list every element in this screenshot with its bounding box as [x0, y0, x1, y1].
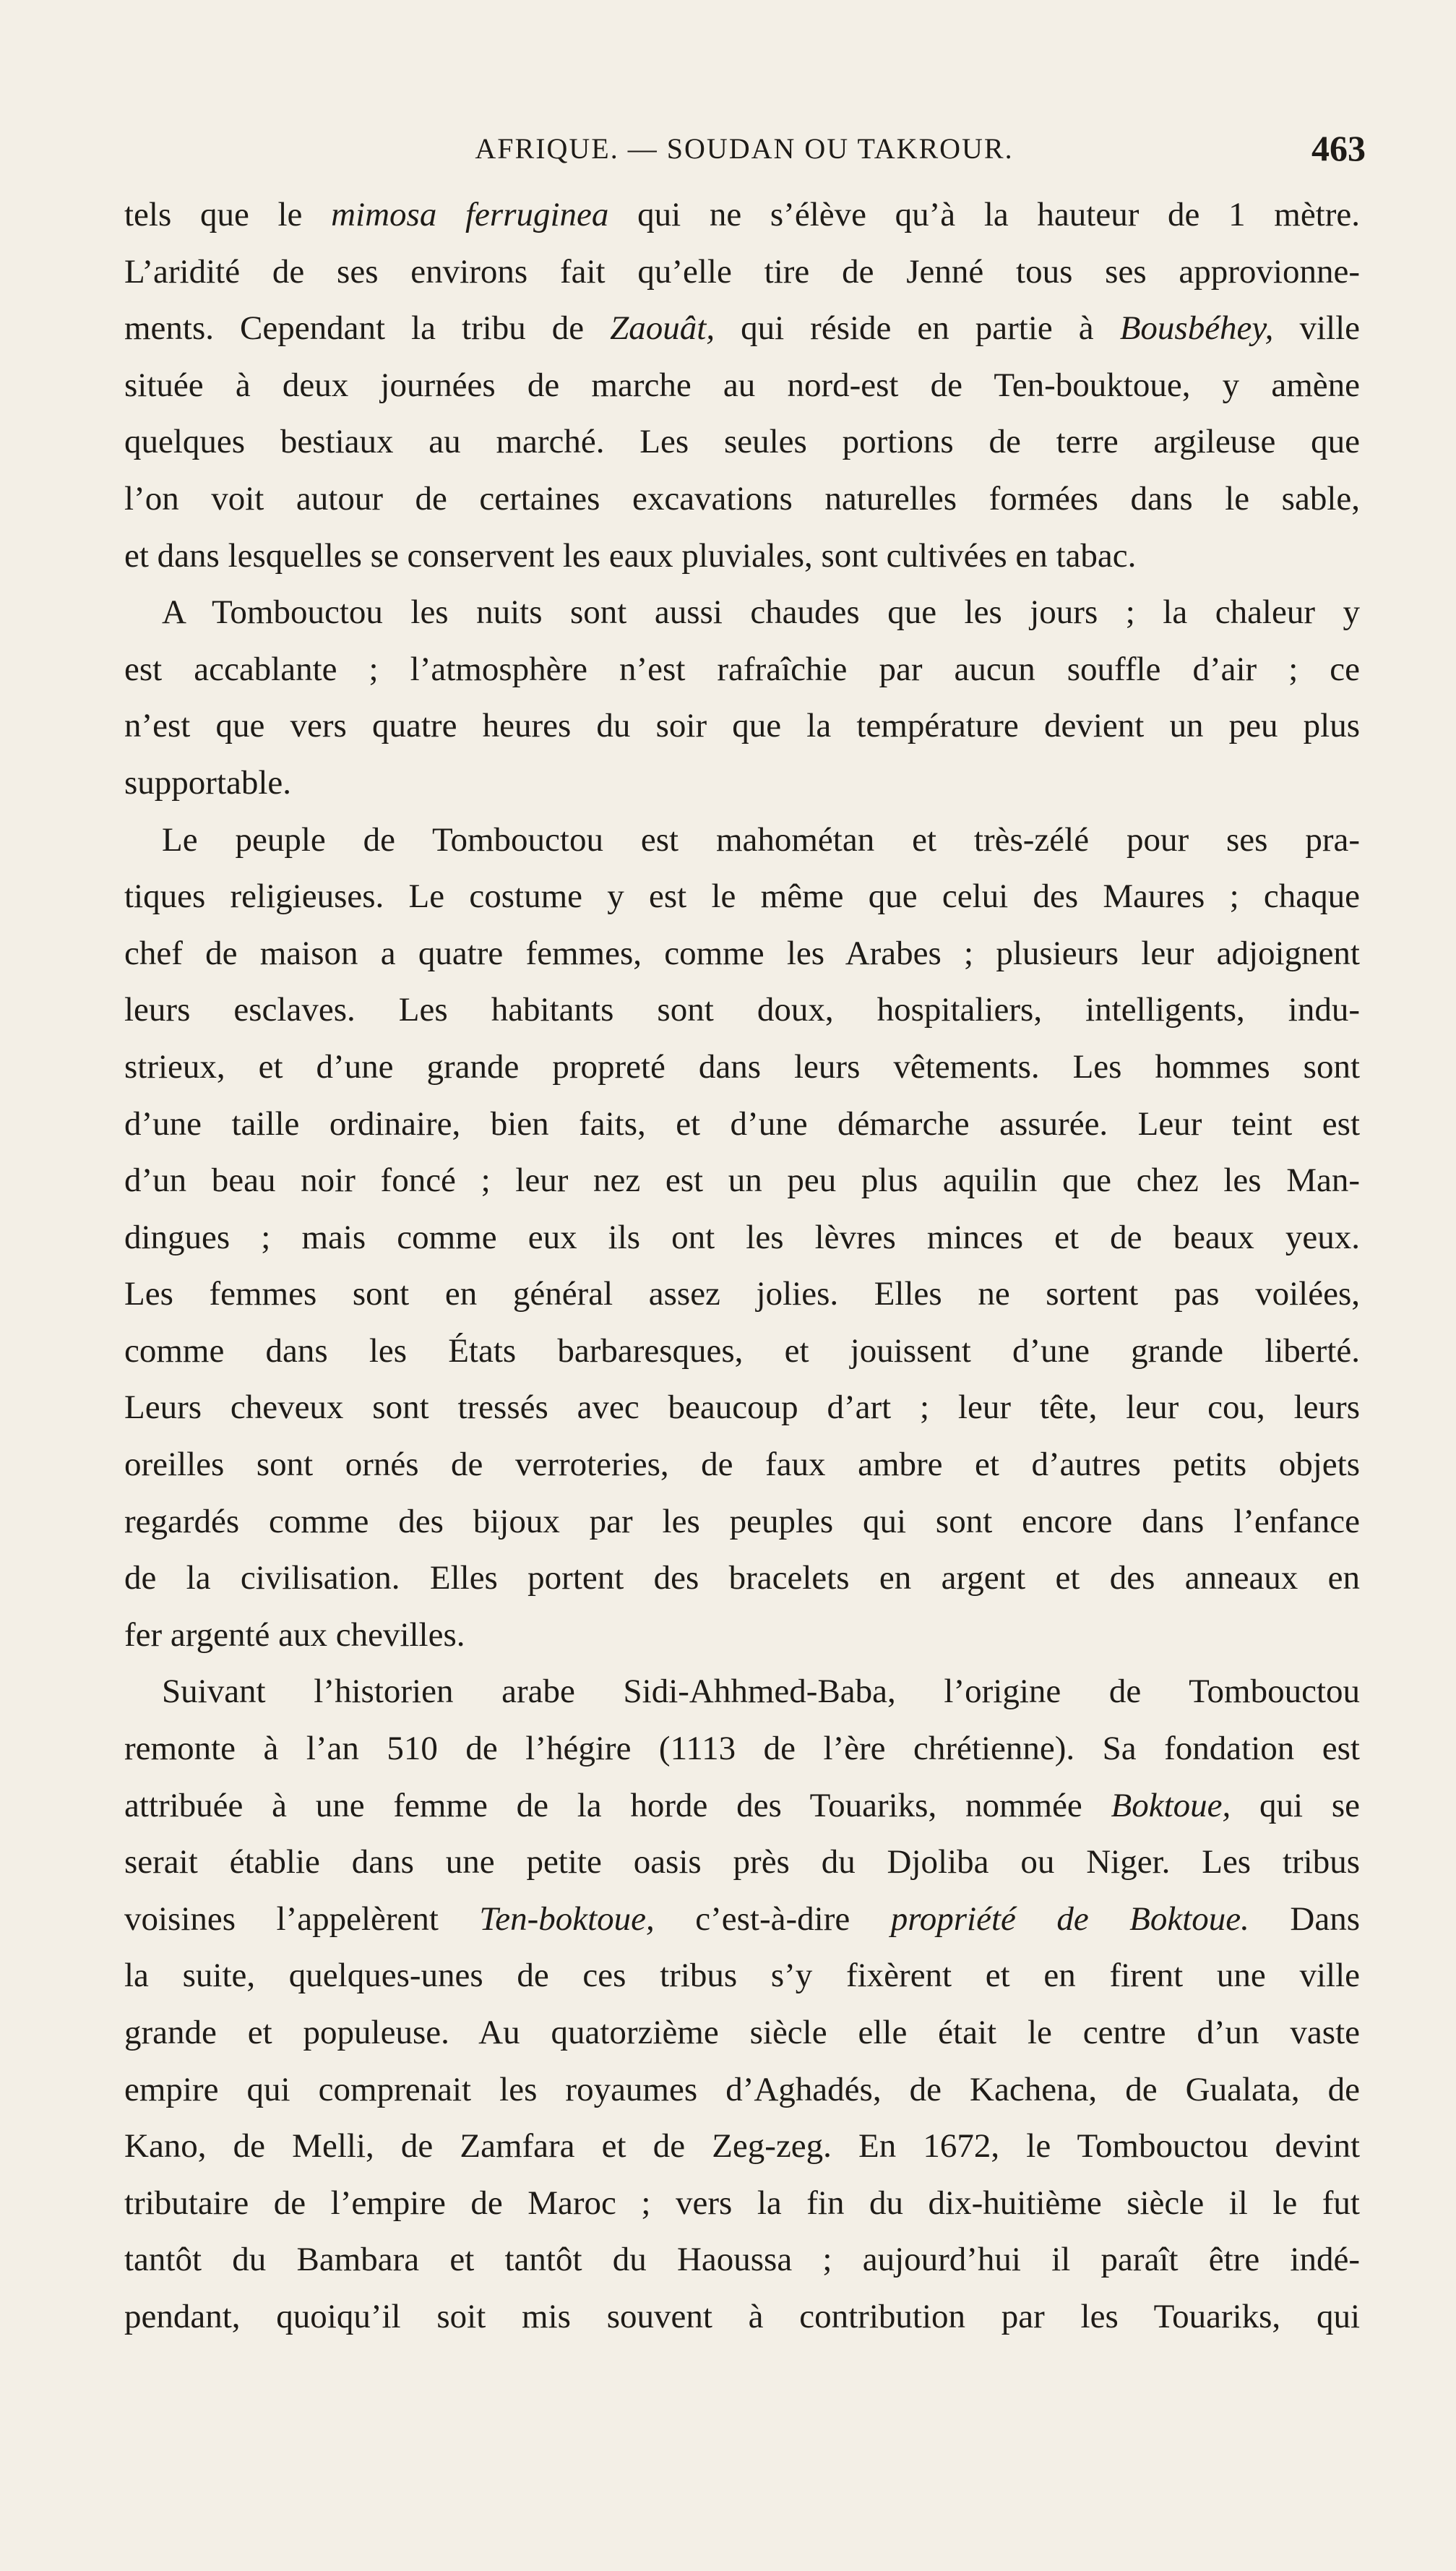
text-line — [124, 1209, 1360, 1266]
running-title: AFRIQUE. — SOUDAN OU TAKROUR. — [475, 132, 1014, 165]
text-segment: est accablante ; l’atmosphère n’est rafraîchie par aucun souffle d’air ; ce — [124, 650, 1360, 688]
text-segment: qui ne s’élève qu’à la hauteur de 1 mètre. — [608, 196, 1361, 233]
text-segment: dingues ; mais comme eux ils ont les lèvres minces et de beaux yeux. — [124, 1218, 1360, 1256]
italic-term: Zaouât, — [610, 309, 715, 348]
text-segment: ville — [1273, 309, 1360, 348]
text-segment: tels que le — [124, 196, 332, 233]
text-line — [124, 300, 1360, 357]
text-segment: et dans lesquelles se conservent les eaux pluviales, sont cultivées en tabac. — [124, 536, 1137, 575]
text-segment: oreilles sont ornés de verroteries, de faux ambre et d’autres petits objets — [124, 1446, 1360, 1484]
text-line — [124, 1436, 1360, 1493]
text-line — [124, 1607, 1360, 1664]
body-text — [124, 186, 1360, 2345]
italic-term: mimosa ferruginea — [331, 196, 609, 233]
text-line — [124, 925, 1360, 982]
text-line — [124, 244, 1360, 301]
text-line — [124, 982, 1360, 1039]
text-line — [124, 2175, 1360, 2232]
text-segment: Leurs cheveux sont tressés avec beaucoup d’art ; leur tête, leur cou, leurs — [124, 1388, 1360, 1427]
text-segment: comme dans les États barbaresques, et jouissent d’une grande liberté. — [124, 1331, 1360, 1370]
text-segment: pendant, quoiqu’il soit mis souvent à contribution par les Touariks, qui — [124, 2297, 1360, 2335]
text-segment: tributaire de l’empire de Maroc ; vers la fin du dix-huitième siècle il le fut — [124, 2184, 1360, 2222]
text-line — [124, 2118, 1360, 2175]
text-line — [124, 357, 1360, 414]
text-line — [124, 755, 1360, 812]
text-segment: qui réside en partie à — [715, 309, 1120, 348]
text-line — [124, 1891, 1360, 1948]
text-line — [124, 1152, 1360, 1209]
text-line — [124, 1720, 1360, 1777]
text-segment: tantôt du Bambara et tantôt du Haoussa ; aujourd’hui il paraît être indé- — [124, 2241, 1360, 2279]
text-segment: voisines l’appelèrent — [124, 1900, 480, 1938]
text-segment: l’on voit autour de certaines excavations naturelles formées dans le sable, — [124, 479, 1360, 518]
text-line — [124, 1493, 1360, 1550]
text-line — [124, 1039, 1360, 1096]
text-segment: d’un beau noir foncé ; leur nez est un peu plus aquilin que chez les Man- — [124, 1162, 1360, 1200]
text-segment: empire qui comprenait les royaumes d’Aghadés, de Kachena, de Gualata, de — [124, 2070, 1360, 2108]
text-segment: A Tombouctou les nuits sont aussi chaudes que les jours ; la chaleur y — [162, 593, 1360, 632]
text-line — [124, 1663, 1360, 1720]
text-segment: Suivant l’historien arabe Sidi-Ahhmed-Baba, l’origine de Tombouctou — [162, 1673, 1360, 1711]
text-segment: n’est que vers quatre heures du soir que la température devient un peu plus — [124, 707, 1360, 745]
text-segment: qui se — [1231, 1786, 1360, 1824]
text-line — [124, 1777, 1360, 1834]
text-segment: L’aridité de ses environs fait qu’elle tire de Jenné tous ses approvionne- — [124, 252, 1360, 291]
text-segment: ments. Cependant la tribu de — [124, 309, 611, 348]
italic-term: Ten-boktoue, — [479, 1900, 655, 1938]
text-segment: serait établie dans une petite oasis près du Djoliba ou Niger. Les tribus — [124, 1843, 1360, 1881]
text-line — [124, 1266, 1360, 1323]
text-line — [124, 2004, 1360, 2061]
page-header — [123, 123, 1366, 173]
text-segment: attribuée à une femme de la horde des Touariks, nommée — [124, 1786, 1111, 1824]
italic-term: propriété de Boktoue. — [890, 1900, 1249, 1938]
text-line — [124, 528, 1360, 585]
page-number: 463 — [1311, 128, 1366, 168]
text-segment: leurs esclaves. Les habitants sont doux, hospitaliers, intelligents, indu- — [124, 991, 1360, 1029]
text-line — [124, 812, 1360, 869]
text-segment: de la civilisation. Elles portent des bracelets en argent et des anneaux en — [124, 1559, 1360, 1597]
text-line — [124, 1834, 1360, 1891]
text-line — [124, 1550, 1360, 1607]
text-segment: strieux, et d’une grande propreté dans leurs vêtements. Les hommes sont — [124, 1047, 1360, 1086]
text-segment: remonte à l’an 510 de l’hégire (1113 de l’ère chrétienne). Sa fondation est — [124, 1730, 1360, 1768]
text-line — [124, 1096, 1360, 1153]
text-segment: Kano, de Melli, de Zamfara et de Zeg-zeg. En 1672, le Tombouctou devint — [124, 2127, 1360, 2166]
text-segment: Le peuple de Tombouctou est mahométan et très-zélé pour ses pra- — [162, 820, 1360, 859]
text-line — [124, 413, 1360, 471]
text-segment: supportable. — [124, 763, 292, 802]
text-segment: c’est-à-dire — [654, 1900, 891, 1938]
text-segment: chef de maison a quatre femmes, comme les Arabes ; plusieurs leur adjoignent — [124, 934, 1360, 972]
text-line — [124, 186, 1360, 244]
italic-term: Boktoue, — [1111, 1786, 1231, 1824]
text-segment: d’une taille ordinaire, bien faits, et d’une démarche assurée. Leur teint est — [124, 1104, 1360, 1143]
text-segment: quelques bestiaux au marché. Les seules portions de terre argileuse que — [124, 423, 1360, 461]
text-line — [124, 1379, 1360, 1436]
text-segment: Les femmes sont en général assez jolies. Elles ne sortent pas voilées, — [124, 1275, 1360, 1313]
text-segment: tiques religieuses. Le costume y est le même que celui des Maures ; chaque — [124, 877, 1360, 916]
text-segment: grande et populeuse. Au quatorzième siècle elle était le centre d’un vaste — [124, 2014, 1360, 2051]
text-line — [124, 1323, 1360, 1380]
text-line — [124, 698, 1360, 755]
text-segment: la suite, quelques-unes de ces tribus s’y fixèrent et en firent une ville — [124, 1957, 1360, 1995]
text-line — [124, 1947, 1360, 2004]
text-segment: fer argenté aux chevilles. — [124, 1615, 465, 1654]
text-line — [124, 2061, 1360, 2119]
text-line — [124, 641, 1360, 698]
italic-term: Bousbéhey, — [1119, 309, 1274, 348]
text-segment: Dans — [1249, 1900, 1360, 1938]
text-line — [124, 868, 1360, 925]
text-segment: regardés comme des bijoux par les peuples qui sont encore dans l’enfance — [124, 1502, 1360, 1540]
text-line — [124, 2288, 1360, 2345]
text-line — [124, 471, 1360, 528]
text-line — [124, 584, 1360, 641]
text-segment: située à deux journées de marche au nord-est de Ten-bouktoue, y amène — [124, 366, 1360, 404]
text-line — [124, 2231, 1360, 2288]
